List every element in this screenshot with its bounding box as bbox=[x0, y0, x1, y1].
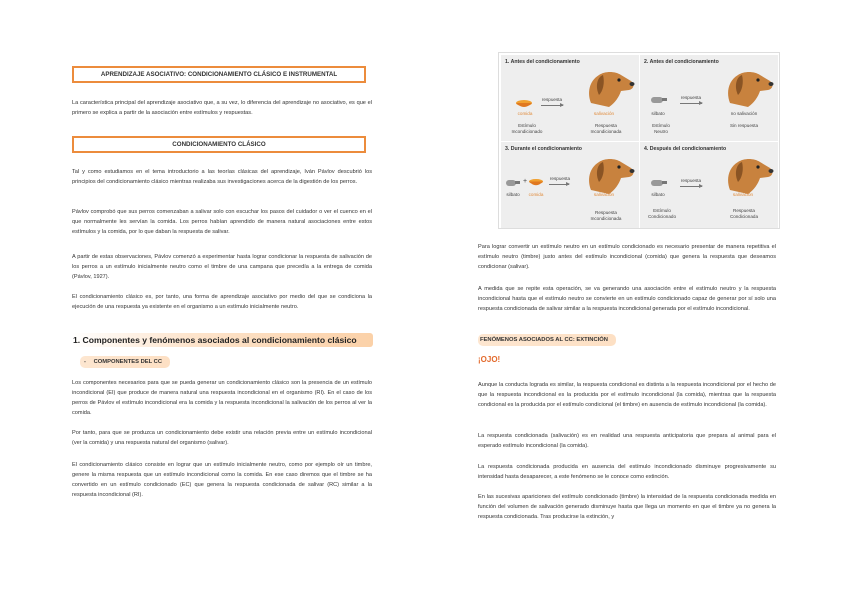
paragraph: La respuesta condicionada (salivación) es en realidad una respuesta anticipatoria que prepara al animal para el esperado estímulo incondicional (la comida). bbox=[478, 433, 776, 449]
salivation-label: salivación bbox=[732, 192, 754, 197]
conditioning-diagram bbox=[498, 52, 780, 229]
stimulus-label: Estímulo Incondicionado bbox=[511, 123, 543, 134]
panel-during bbox=[501, 142, 639, 228]
dog-icon bbox=[720, 63, 775, 108]
salivation-label: salivación bbox=[593, 111, 615, 116]
whistle-icon bbox=[505, 178, 521, 188]
arrow bbox=[680, 103, 702, 104]
panel-title: 2. Antes del condicionamiento bbox=[644, 59, 719, 65]
plus-sign: + bbox=[522, 178, 528, 185]
arrow bbox=[549, 184, 569, 185]
stimulus-label: Estímulo Neutro bbox=[652, 123, 670, 134]
panel-title: 4. Después del condicionamiento bbox=[644, 146, 727, 152]
no-salivation-label: no salivación bbox=[730, 111, 758, 116]
response-label: respuesta bbox=[549, 176, 571, 181]
intro-paragraph: La característica principal del aprendizaje asociativo que, a su vez, lo diferencia del aprendizaje no asociativo, es que el primero se explica a partir de la asociación entre estímulos y respuestas. bbox=[72, 100, 372, 116]
salivation-label: salivación bbox=[593, 192, 615, 197]
panel-title: 1. Antes del condicionamiento bbox=[505, 59, 580, 65]
whistle-label: silbato bbox=[651, 192, 665, 197]
whistle-label: silbato bbox=[506, 192, 520, 197]
food-bowl-icon bbox=[528, 178, 544, 187]
panel-before-1 bbox=[501, 55, 639, 141]
paragraph: Los componentes necesarios para que se pueda generar un condicionamiento clásico son la presencia de un estímulo incondicional (EI) que produce de manera natural una respuesta incondicional en el organismo (RI). En el caso de los perros de Pávlov el estímulo incondicional era la comida y la respuesta incondicional la salivación de los perros al ver la comida. bbox=[72, 380, 372, 416]
response-label: respuesta bbox=[680, 178, 702, 183]
paragraph: En las sucesivas apariciones del estímulo condicionado (timbre) la intensidad de la respuesta condicionada medida en función del volumen de salivación generado disminuye hasta que llega un momento en que el timbre ya no genera la respuesta condicionada. Tras producirse la extinción, y bbox=[478, 494, 776, 520]
section-heading: 1. Componentes y fenómenos asociados al condicionamiento clásico bbox=[71, 333, 373, 347]
arrow bbox=[541, 105, 563, 106]
panel-title: 3. Durante el condicionamiento bbox=[505, 146, 582, 152]
response-type-label: Sin respuesta bbox=[729, 123, 759, 128]
paragraph: Aunque la conducta lograda es similar, la respuesta condicional es distinta a la respuesta incondicional por el hecho de que la respuesta incondicional es la producida por el estímulo incondicional (la comida), mientras que la respuesta condicional es la producida por el estímulo condicional (el timbre) en ausencia de estímulo incondicional (la comida). bbox=[478, 382, 776, 408]
whistle-icon bbox=[650, 178, 668, 188]
paragraph: El condicionamiento clásico consiste en lograr que un estímulo inicialmente neutro, como por ejemplo oír un timbre, genere la misma respuesta que un estímulo incondicional como la comida. En ese caso diremos que el timbre se ha convertido en un estímulo condicionado (EC) que genera la respuesta condicionada de salivar (RC) similar a la respuesta incondicional (RI). bbox=[72, 462, 372, 498]
dog-icon bbox=[720, 150, 775, 195]
subsection-heading: FENÓMENOS ASOCIADOS AL CC: EXTINCIÓN bbox=[478, 334, 616, 346]
food-label: comida bbox=[517, 111, 533, 116]
dog-icon bbox=[581, 150, 636, 195]
response-label: respuesta bbox=[680, 95, 702, 100]
panel-before-2 bbox=[640, 55, 778, 141]
stimulus-label: Estímulo Condicionado bbox=[647, 208, 677, 219]
paragraph: Tal y como estudiamos en el tema introductorio a las teorías clásicas del aprendizaje, Iván Pávlov descubrió los principios del condicionamiento clásico mientras realizaba sus investigaciones acerca de la digestión de los perros. bbox=[72, 169, 372, 185]
subsection-label: COMPONENTES DEL CC bbox=[93, 359, 163, 365]
panel-after bbox=[640, 142, 778, 228]
warning-heading: ¡OJO! bbox=[478, 355, 501, 364]
dog-icon bbox=[581, 63, 636, 108]
paragraph: A partir de estas observaciones, Pávlov comenzó a experimentar hasta lograr condicionar la respuesta de salivación de los perros a un estímulo inicialmente neutro como el timbre de una campana que precedía a la entrega de comida (Pávlov, 1927). bbox=[72, 254, 372, 280]
response-type-label: Respuesta Incondicionada bbox=[590, 210, 622, 221]
food-label: comida bbox=[528, 192, 544, 197]
header-box: APRENDIZAJE ASOCIATIVO: CONDICIONAMIENTO CLÁSICO E INSTRUMENTAL bbox=[72, 66, 366, 83]
paragraph: A medida que se repite esta operación, se va generando una asociación entre el estímulo neutro y la respuesta incondicional hasta que el estímulo neutro se convierte en un estímulo condicionado capaz de generar por sí solo una respuesta condicionada de salivar similar a la respuesta incondicional generada por el estímulo incondicional. bbox=[478, 286, 776, 312]
paragraph: La respuesta condicionada producida en ausencia del estímulo incondicionado disminuye progresivamente su intensidad hasta desaparecer, a este fenómeno se le conoce como extinción. bbox=[478, 464, 776, 480]
subsection-heading bbox=[80, 356, 170, 368]
response-type-label: Respuesta Condicionada bbox=[729, 208, 759, 219]
whistle-label: silbato bbox=[651, 111, 665, 116]
paragraph: Para lograr convertir un estímulo neutro en un estímulo condicionado es necesario presentar de manera repetitiva el estímulo neutro (timbre) justo antes del estímulo incondicional (comida) que genera la respuesta que deseamos condicionar (salivar). bbox=[478, 244, 776, 270]
arrow bbox=[680, 186, 702, 187]
paragraph: El condicionamiento clásico es, por tanto, una forma de aprendizaje asociativo por medio del que se condiciona la ejecución de una respuesta ya existente en el organismo a un estímulo inicialmente neutro. bbox=[72, 294, 372, 310]
response-label: respuesta bbox=[541, 97, 563, 102]
whistle-icon bbox=[650, 95, 668, 105]
bullet: - bbox=[84, 359, 86, 365]
food-bowl-icon bbox=[515, 99, 533, 109]
paragraph: Pávlov comprobó que sus perros comenzaban a salivar solo con escuchar los pasos del cuidador o ver el cuenco en el que normalmente les servían la comida. Los perros habían aprendido de manera natural asociaciones entre estos estímulos y la comida, por lo que daban la respuesta de salivar. bbox=[72, 209, 372, 235]
subheader-box: CONDICIONAMIENTO CLÁSICO bbox=[72, 136, 366, 153]
response-type-label: Respuesta Incondicionada bbox=[590, 123, 622, 134]
paragraph: Por tanto, para que se produzca un condicionamiento debe existir una relación previa entre un estímulo incondicional (ver la comida) y una respuesta natural del organismo (salivar). bbox=[72, 430, 372, 446]
